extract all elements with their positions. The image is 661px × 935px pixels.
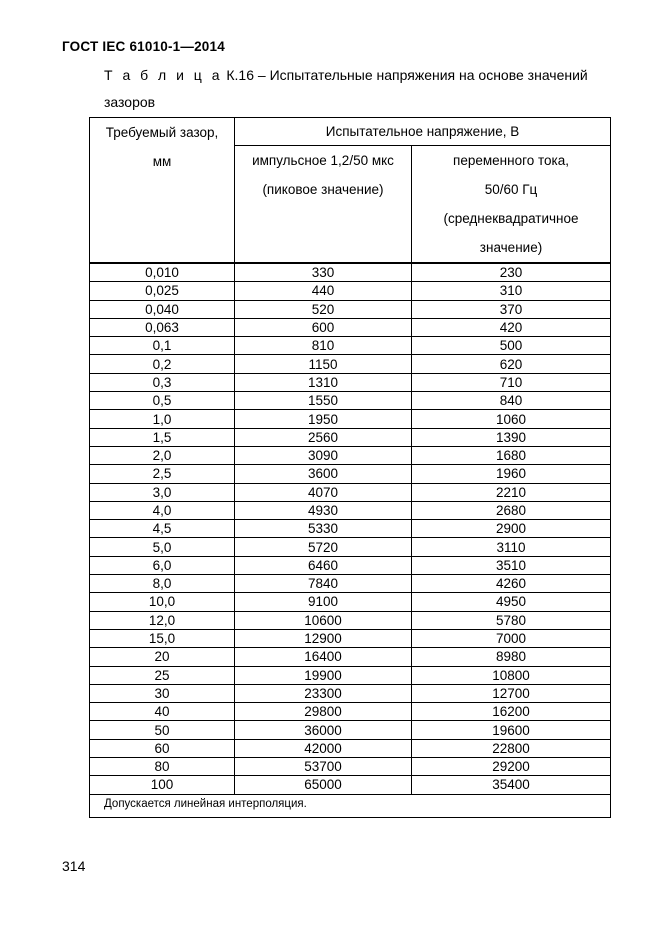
clearance-cell: 0,025 — [90, 282, 235, 300]
table-caption — [104, 62, 616, 116]
document-code: ГОСТ IEC 61010-1—2014 — [62, 39, 225, 54]
table-row — [90, 684, 611, 702]
clearance-cell: 2,0 — [90, 446, 235, 464]
ac-voltage-cell: 840 — [412, 392, 611, 410]
clearance-cell: 3,0 — [90, 483, 235, 501]
table-row — [90, 776, 611, 794]
table-note-row — [90, 794, 611, 817]
impulse-voltage-cell: 1310 — [235, 373, 412, 391]
impulse-voltage-cell: 330 — [235, 263, 412, 282]
table-row — [90, 410, 611, 428]
table-body — [90, 263, 611, 794]
table-row — [90, 446, 611, 464]
ac-voltage-cell: 19600 — [412, 721, 611, 739]
impulse-voltage-cell: 3090 — [235, 446, 412, 464]
impulse-voltage-cell: 9100 — [235, 593, 412, 611]
impulse-voltage-cell: 10600 — [235, 611, 412, 629]
clearance-cell: 50 — [90, 721, 235, 739]
test-voltage-group-header: Испытательное напряжение, В — [235, 118, 611, 146]
table-caption-prefix: Т а б л и ц а — [104, 67, 223, 83]
ac-voltage-cell: 12700 — [412, 684, 611, 702]
impulse-voltage-cell: 29800 — [235, 703, 412, 721]
clearance-cell: 0,010 — [90, 263, 235, 282]
clearance-cell: 4,0 — [90, 501, 235, 519]
impulse-voltage-cell: 42000 — [235, 739, 412, 757]
table-note: Допускается линейная интерполяция. — [90, 794, 611, 817]
clearance-cell: 15,0 — [90, 629, 235, 647]
impulse-voltage-cell: 600 — [235, 318, 412, 336]
ac-header-line: (среднеквадратичное — [443, 211, 579, 226]
ac-voltage-cell: 710 — [412, 373, 611, 391]
clearance-cell: 12,0 — [90, 611, 235, 629]
table-row — [90, 282, 611, 300]
impulse-voltage-cell: 36000 — [235, 721, 412, 739]
ac-header-line: переменного тока, — [453, 153, 569, 168]
table-row — [90, 337, 611, 355]
impulse-voltage-cell: 6460 — [235, 556, 412, 574]
clearance-cell: 20 — [90, 648, 235, 666]
ac-voltage-cell: 5780 — [412, 611, 611, 629]
clearance-cell: 0,063 — [90, 318, 235, 336]
impulse-voltage-cell: 1950 — [235, 410, 412, 428]
ac-voltage-cell: 10800 — [412, 666, 611, 684]
table-row — [90, 593, 611, 611]
table-row — [90, 629, 611, 647]
ac-voltage-cell: 3110 — [412, 538, 611, 556]
ac-voltage-cell: 500 — [412, 337, 611, 355]
clearance-cell: 2,5 — [90, 465, 235, 483]
ac-voltage-cell: 4260 — [412, 575, 611, 593]
impulse-voltage-cell: 5330 — [235, 520, 412, 538]
ac-voltage-cell: 16200 — [412, 703, 611, 721]
ac-column-header — [412, 146, 611, 264]
clearance-cell: 5,0 — [90, 538, 235, 556]
clearance-cell: 6,0 — [90, 556, 235, 574]
ac-voltage-cell: 2210 — [412, 483, 611, 501]
ac-voltage-cell: 310 — [412, 282, 611, 300]
impulse-column-header — [235, 146, 412, 264]
test-voltage-table — [89, 117, 611, 818]
ac-voltage-cell: 1680 — [412, 446, 611, 464]
table-row — [90, 501, 611, 519]
clearance-cell: 80 — [90, 758, 235, 776]
ac-voltage-cell: 7000 — [412, 629, 611, 647]
clearance-cell: 8,0 — [90, 575, 235, 593]
ac-voltage-cell: 35400 — [412, 776, 611, 794]
table-row — [90, 721, 611, 739]
impulse-voltage-cell: 7840 — [235, 575, 412, 593]
ac-voltage-cell: 4950 — [412, 593, 611, 611]
clearance-cell: 10,0 — [90, 593, 235, 611]
table-row — [90, 483, 611, 501]
table-row — [90, 428, 611, 446]
clearance-cell: 1,5 — [90, 428, 235, 446]
page-number: 314 — [62, 858, 86, 874]
clearance-cell: 100 — [90, 776, 235, 794]
impulse-voltage-cell: 520 — [235, 300, 412, 318]
ac-voltage-cell: 420 — [412, 318, 611, 336]
ac-voltage-cell: 1960 — [412, 465, 611, 483]
table-row — [90, 263, 611, 282]
table-row — [90, 318, 611, 336]
ac-voltage-cell: 22800 — [412, 739, 611, 757]
table-row — [90, 355, 611, 373]
clearance-cell: 0,040 — [90, 300, 235, 318]
table-row — [90, 373, 611, 391]
table-row — [90, 575, 611, 593]
clearance-cell: 0,2 — [90, 355, 235, 373]
ac-voltage-cell: 370 — [412, 300, 611, 318]
ac-voltage-cell: 1390 — [412, 428, 611, 446]
ac-voltage-cell: 3510 — [412, 556, 611, 574]
table-row — [90, 465, 611, 483]
ac-voltage-cell: 8980 — [412, 648, 611, 666]
table-row — [90, 556, 611, 574]
impulse-header-line: (пиковое значение) — [262, 182, 384, 197]
clearance-cell: 60 — [90, 739, 235, 757]
impulse-voltage-cell: 5720 — [235, 538, 412, 556]
impulse-header-line: импульсное 1,2/50 мкс — [252, 153, 394, 168]
table-row — [90, 538, 611, 556]
impulse-voltage-cell: 1150 — [235, 355, 412, 373]
clearance-cell: 0,5 — [90, 392, 235, 410]
ac-voltage-cell: 620 — [412, 355, 611, 373]
clearance-cell: 25 — [90, 666, 235, 684]
ac-voltage-cell: 230 — [412, 263, 611, 282]
clearance-header-line: Требуемый зазор, — [105, 125, 219, 140]
impulse-voltage-cell: 4070 — [235, 483, 412, 501]
clearance-column-header — [90, 118, 235, 264]
clearance-cell: 4,5 — [90, 520, 235, 538]
clearance-cell: 0,3 — [90, 373, 235, 391]
impulse-voltage-cell: 3600 — [235, 465, 412, 483]
table-row — [90, 758, 611, 776]
table-row — [90, 300, 611, 318]
table-row — [90, 520, 611, 538]
ac-header-line: 50/60 Гц — [484, 182, 538, 197]
ac-header-line: значение) — [479, 240, 543, 255]
ac-voltage-cell: 1060 — [412, 410, 611, 428]
table-row — [90, 703, 611, 721]
clearance-cell: 0,1 — [90, 337, 235, 355]
impulse-voltage-cell: 4930 — [235, 501, 412, 519]
impulse-voltage-cell: 53700 — [235, 758, 412, 776]
impulse-voltage-cell: 65000 — [235, 776, 412, 794]
impulse-voltage-cell: 2560 — [235, 428, 412, 446]
impulse-voltage-cell: 810 — [235, 337, 412, 355]
impulse-voltage-cell: 23300 — [235, 684, 412, 702]
impulse-voltage-cell: 12900 — [235, 629, 412, 647]
table-caption-text: К.16 – Испытательные напряжения на основе значений зазоров — [104, 67, 588, 110]
ac-voltage-cell: 29200 — [412, 758, 611, 776]
table-row — [90, 648, 611, 666]
table-row — [90, 611, 611, 629]
table-row — [90, 392, 611, 410]
clearance-cell: 1,0 — [90, 410, 235, 428]
ac-voltage-cell: 2680 — [412, 501, 611, 519]
clearance-cell: 30 — [90, 684, 235, 702]
clearance-cell: 40 — [90, 703, 235, 721]
ac-voltage-cell: 2900 — [412, 520, 611, 538]
table-row — [90, 666, 611, 684]
clearance-header-unit: мм — [152, 154, 172, 169]
impulse-voltage-cell: 440 — [235, 282, 412, 300]
impulse-voltage-cell: 1550 — [235, 392, 412, 410]
impulse-voltage-cell: 16400 — [235, 648, 412, 666]
impulse-voltage-cell: 19900 — [235, 666, 412, 684]
table-row — [90, 739, 611, 757]
